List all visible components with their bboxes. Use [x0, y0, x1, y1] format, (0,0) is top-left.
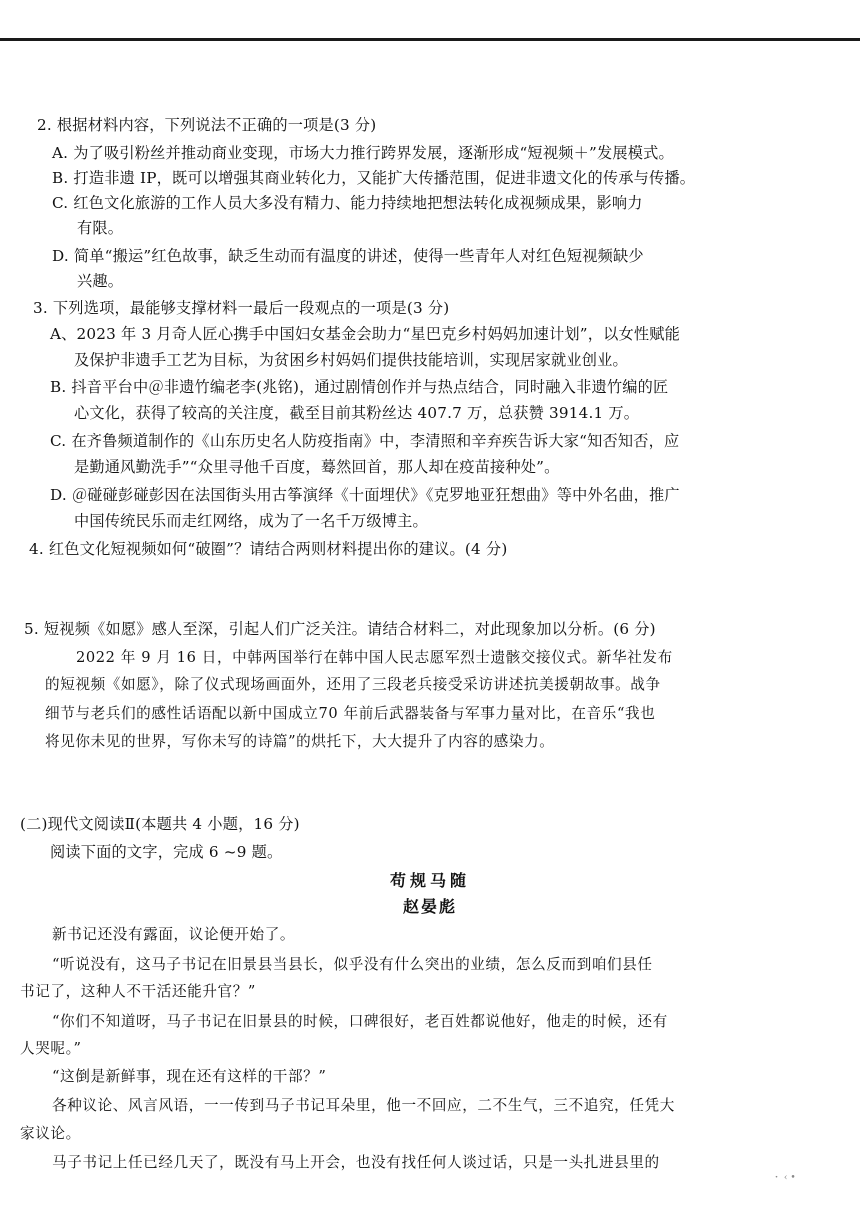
- question-2-stem: 2. 根据材料内容，下列说法不正确的一项是(3 分): [37, 116, 377, 134]
- question-2-option-c: C. 红色文化旅游的工作人员大多没有精力、能力持续地把想法转化成视频成果，影响力: [52, 194, 643, 212]
- question-5-stem: 5. 短视频《如愿》感人至深，引起人们广泛关注。请结合材料二，对此现象加以分析。(6 分): [24, 620, 656, 638]
- question-5-material-line-1: 2022 年 9 月 16 日，中韩两国举行在韩中国人民志愿军烈士遗骸交接仪式。新华社发布: [76, 649, 673, 666]
- question-3-option-a: A、2023 年 3 月奇人匠心携手中国妇女基金会助力“星巴克乡村妈妈加速计划”，以女性赋能: [50, 325, 681, 343]
- story-paragraph: “你们不知道呀，马子书记在旧景县的时候，口碑很好，老百姓都说他好，他走的时候，还有: [52, 1013, 668, 1030]
- story-paragraph: 马子书记上任已经几天了，既没有马上开会，也没有找任何人谈过话，只是一头扎进县里的: [52, 1154, 660, 1171]
- question-3-option-a-cont: 及保护非遗手工艺为目标，为贫困乡村妈妈们提供技能培训，实现居家就业创业。: [74, 351, 628, 369]
- story-paragraph: “这倒是新鲜事，现在还有这样的干部？”: [52, 1068, 327, 1085]
- section-instruction: 阅读下面的文字，完成 6 ~9 题。: [50, 843, 283, 861]
- question-2-option-d-cont: 兴趣。: [77, 272, 124, 290]
- story-paragraph-cont: 书记了，这种人不干活还能升官？”: [20, 983, 256, 1000]
- question-5-material-line-2: 的短视频《如愿》，除了仪式现场画面外，还用了三段老兵接受采访讲述抗美援朝故事。战争: [45, 676, 661, 693]
- question-2-option-c-cont: 有限。: [77, 219, 124, 237]
- story-paragraph: “听说没有，这马子书记在旧景县当县长，似乎没有什么突出的业绩，怎么反而到咱们县任: [52, 956, 653, 973]
- question-4-stem: 4. 红色文化短视频如何“破圈”？请结合两则材料提出你的建议。(4 分): [29, 540, 508, 558]
- story-paragraph: 新书记还没有露面，议论便开始了。: [52, 926, 296, 943]
- question-2-option-b: B. 打造非遗 IP，既可以增强其商业转化力，又能扩大传播范围，促进非遗文化的传承与传播。: [52, 169, 696, 187]
- question-3-stem: 3. 下列选项，最能够支撑材料一最后一段观点的一项是(3 分): [33, 299, 450, 317]
- question-2-option-d: D. 简单“搬运”红色故事，缺乏生动而有温度的讲述，使得一些青年人对红色短视频缺少: [52, 247, 644, 265]
- question-5-material-line-4: 将见你未见的世界，写你未写的诗篇”的烘托下，大大提升了内容的感染力。: [45, 733, 555, 750]
- question-5-material-line-3: 细节与老兵们的感性话语配以新中国成立70 年前后武器装备与军事力量对比，在音乐“我也: [45, 705, 656, 722]
- story-author: 赵晏彪: [402, 897, 457, 916]
- scan-artifact: ・ ‹ •: [772, 1173, 796, 1183]
- question-3-option-c-cont: 是勤通风勤洗手”“众里寻他千百度，蓦然回首，那人却在疫苗接种处”。: [74, 458, 560, 476]
- top-rule: [0, 38, 860, 41]
- question-3-option-b-cont: 心文化，获得了较高的关注度，截至目前其粉丝达 407.7 万，总获赞 3914.1 万。: [74, 404, 640, 422]
- question-3-option-c: C. 在齐鲁频道制作的《山东历史名人防疫指南》中，李清照和辛弃疾告诉大家“知否知否，应: [50, 432, 680, 450]
- story-paragraph: 各种议论、风言风语，一一传到马子书记耳朵里，他一不回应，二不生气，三不追究，任凭大: [52, 1097, 675, 1114]
- question-2-option-a: A. 为了吸引粉丝并推动商业变现，市场大力推行跨界发展，逐渐形成“短视频＋”发展模式。: [52, 144, 674, 162]
- question-3-option-b: B. 抖音平台中＠非遗竹编老李(兆铭)，通过剧情创作并与热点结合，同时融入非遗竹编的匠: [50, 378, 669, 396]
- question-3-option-d-cont: 中国传统民乐而走红网络，成为了一名千万级博主。: [74, 512, 428, 530]
- story-paragraph-cont: 家议论。: [20, 1125, 81, 1142]
- question-3-option-d: D. ＠碰碰彭碰彭因在法国街头用古筝演绎《十面埋伏》《克罗地亚狂想曲》等中外名曲，推广: [50, 486, 680, 504]
- story-paragraph-cont: 人哭呢。”: [20, 1040, 82, 1057]
- story-title: 苟规马随: [389, 871, 470, 890]
- section-heading: (二)现代文阅读Ⅱ(本题共 4 小题，16 分): [20, 815, 300, 833]
